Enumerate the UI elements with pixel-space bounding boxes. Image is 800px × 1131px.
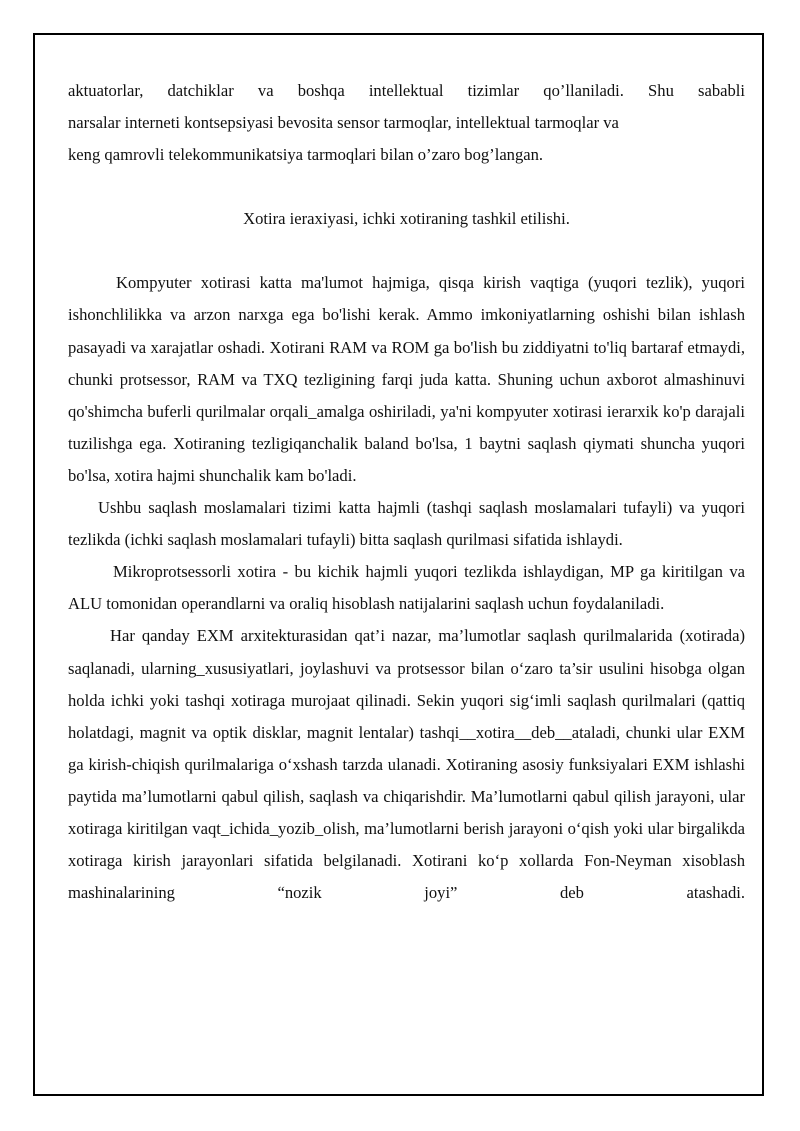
page-border (33, 33, 764, 1096)
paragraph-exm-architecture: Har qanday EXM arxitekturasidan qat’i nazar, ma’lumotlar saqlash qurilmalarida (xotirada) saqlanadi, ularning_xususiyatlari, joylashuvi va protsessor bilan o‘zaro ta’sir usulini hisobga olgan holda ichki yoki tashqi xotiraga murojaat qilinadi. Sekin yuqori sig‘imli saqlash qurilmalari (qattiq holatdagi, magnit va optik disklar, magnit lentalar) tashqi__xotira__deb__ataladi, chunki ular EXM ga kirish-chiqish qurilmalariga o‘xshash tarzda ulanadi. Xotiraning asosiy funksiyalari EXM ishlashi paytida ma’lumotlarni qabul qilish, saqlash va chiqarishdir. Ma’lumotlarni qabul qilish jarayoni, ular xotiraga kiritilgan vaqt_ichida_yozib_olish, ma’lumotlarni berish jarayoni o‘qish yoki ular birgalikda xotiraga kirish jarayonlari sifatida belgilanadi. Xotirani ko‘p xollarda Fon-Neyman xisoblash mashinalarining “nozik joyi” deb atashadi. (68, 626, 745, 903)
document-body (68, 75, 745, 909)
paragraph-storage-system: Ushbu saqlash moslamalari tizimi katta hajmli (tashqi saqlash moslamalari tufayli) va yuqori tezlikda (ichki saqlash moslamalari tufayli) bitta saqlash qurilmasi sifatida ishlaydi. (68, 498, 745, 550)
intro-line-1: aktuatorlar, datchiklar va boshqa intellektual tizimlar qo’llaniladi. Shu sababli (68, 81, 745, 100)
paragraph-memory-requirements: Kompyuter xotirasi katta ma'lumot hajmiga, qisqa kirish vaqtiga (yuqori tezlik), yuqori ishonchlilikka va arzon narxga ega bo'lishi kerak. Ammo imkoniyatlarning oshishi bilan ishlash pasayadi va xarajatlar oshadi. Xotirani RAM va ROM ga bo'lish bu ziddiyatni to'liq bartaraf etmaydi, chunki protsessor, RAM va TXQ tezligining farqi juda katta. Shuning uchun axborot almashinuvi qo'shimcha buferli qurilmalar orqali_amalga oshiriladi, ya'ni kompyuter xotirasi ierarxik ko'p darajali tuzilishga ega. Xotiraning tezligiqanchalik baland bo'lsa, 1 baytni saqlash qiymati shuncha yuqori bo'lsa, xotira hajmi shunchalik kam bo'ladi. (68, 273, 745, 485)
section-title: Xotira ieraxiyasi, ichki xotiraning tashkil etilishi. (243, 209, 570, 229)
intro-line-2: narsalar interneti kontsepsiyasi bevosita sensor tarmoqlar, intellektual tarmoqlar va (68, 113, 619, 133)
paragraph-microprocessor-memory: Mikroprotsessorli xotira - bu kichik hajmli yuqori tezlikda ishlaydigan, MP ga kiritilgan va ALU tomonidan operandlarni va oraliq hisoblash natijalarini saqlash uchun foydalaniladi. (68, 562, 745, 614)
intro-line-3: keng qamrovli telekommunikatsiya tarmoqlari bilan o’zaro bog’langan. (68, 145, 544, 165)
